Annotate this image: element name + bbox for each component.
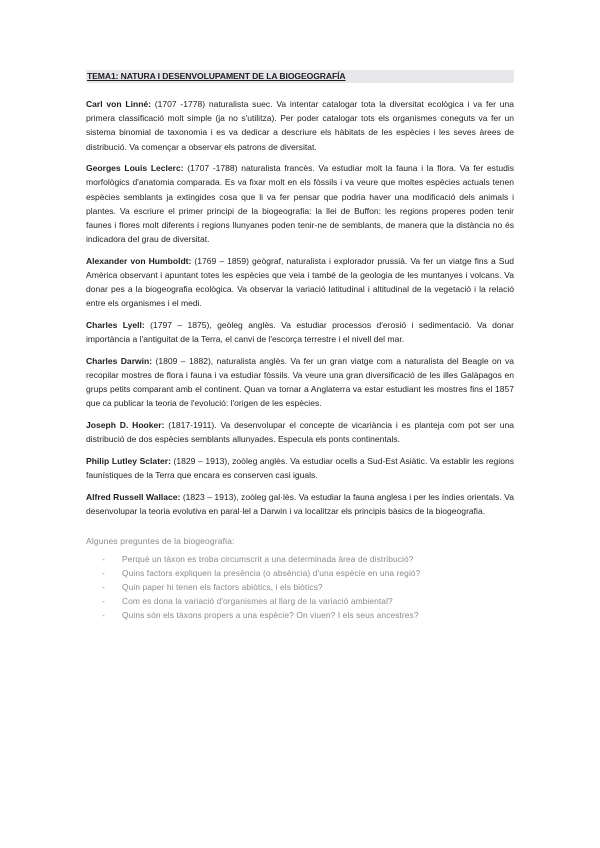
scientist-name: Alexander von Humboldt: [86, 255, 192, 266]
paragraph-hooker [86, 418, 514, 446]
question-text: Quins són els tàxons propers a una espècie? On viuen? I els seus ancestres? [122, 610, 419, 621]
document-title: TEMA1: NATURA I DESENVOLUPAMENT DE LA BIOGEOGRAFÍA [87, 71, 346, 81]
scientist-name: Philip Lutley Sclater: [86, 455, 171, 466]
title-highlight [86, 70, 514, 83]
list-item [86, 552, 514, 566]
dash-bullet: - [102, 568, 105, 579]
dash-bullet: - [102, 554, 105, 565]
paragraph-leclerc [86, 161, 514, 246]
paragraph-lyell [86, 318, 514, 346]
paragraph-humboldt [86, 254, 514, 311]
scientist-text: (1707 -1788) naturalista francès. Va estudiar molt la fauna i la flora. Va fer estudis morfològics d'anatomia comparada. Es va fixar molt en els fòssils i va veure que moltes espècies actuals tenen espècies semblants ja extingides cosa que li va fer pensar que podria haver una modificació dels animals i plantes. Va escriure el primer principi de la biogeografia: la llei de Buffon: les regions properes poden tenir faunes i flores molt diferents i regions llunyanes poden tenir-ne de semblants, de manera que la distància no és indicadora del grau de diversitat. [86, 163, 515, 245]
dash-bullet: - [102, 610, 105, 621]
list-item [86, 580, 514, 594]
question-text: Perquè un tàxon es troba circumscrit a una determinada àrea de distribució? [122, 554, 414, 565]
list-item [86, 566, 514, 580]
paragraph-wallace [86, 490, 514, 518]
dash-bullet: - [102, 582, 105, 593]
scientist-name: Georges Louis Leclerc: [86, 163, 184, 174]
scientist-name: Joseph D. Hooker: [86, 420, 165, 431]
scientist-text: (1817-1911). Va desenvolupar el concepte de vicariància i es planteja com pot ser una distribució de dos espècies semblants allunyades. Especula els ponts continentals. [86, 420, 514, 445]
question-text: Com es dona la variació d'organismes al llarg de la variació ambiental? [122, 596, 393, 607]
question-text: Quins factors expliquen la presència (o absència) d'una espècie en una regió? [122, 568, 421, 579]
scientist-text: (1707 -1778) naturalista suec. Va intentar catalogar tota la diversitat ecològica i va fer una primera classificació molt simple (ja no s'utilitza). Per poder catalogar tots els organismes coneguts va fer un sistema binomial de taxonomia i es va dedicar a descriure els hàbitats de les espècies i les seves àrees de distribució. Va començar a observar els patrons de diversitat. [86, 99, 514, 152]
scientist-name: Carl von Linné: [86, 99, 152, 109]
paragraph-darwin [86, 354, 514, 411]
scientist-name: Alfred Russell Wallace: [86, 491, 181, 502]
question-text: Quin paper hi tenen els factors abiòtics, i els biòtics? [122, 582, 323, 593]
scientist-text: (1769 – 1859) geògraf, naturalista i explorador prussià. Va fer un viatge fins a Sud Amèrica observant i apuntant totes les espècies que veia i també de la geologia de les muntanyes i volcans. Va donar pes a la biogeografia ecològica. Va observar la variació latitudinal i altitudinal de la vegetació i la relació entre els organismes i el medi. [86, 255, 515, 309]
list-item [86, 608, 514, 622]
list-item [86, 594, 514, 608]
scientist-text: (1829 – 1913), zoòleg anglès. Va estudiar ocells a Sud-Est Asiàtic. Va establir les regions faunístiques de la Terra que encara es conserven casi iguals. [86, 455, 514, 481]
scientist-name: Charles Darwin: [86, 355, 153, 366]
scientist-text: (1823 – 1913), zoòleg gal·lès. Va estudiar la fauna anglesa i per les índies orientals. Va desenvolupar la teoria evolutiva en paral·lel a Darwin i va localitzar els principis bàsics de la biogeografia. [86, 491, 514, 516]
paragraph-linne [86, 97, 514, 154]
document-page [86, 70, 514, 622]
scientist-text: (1809 – 1882), naturalista anglès. Va fer un gran viatge com a naturalista del Beagle on va recopilar mostres de flora i fauna i va estudiar fòssils. Va veure una gran diversificació de les illes Galàpagos en grups petits comparant amb el continent. Quan va tornar a Anglaterra va estar estudiant les mostres fins el 1857 que ca publicar la teoria de l'evolució: l'origen de les espècies. [86, 355, 514, 409]
scientist-text: (1797 – 1875), geòleg anglès. Va estudiar processos d'erosió i sedimentació. Va donar importància a l'antiguitat de la Terra, el canvi de l'escorça terrestre i el nivell del mar. [86, 320, 514, 345]
scientist-name: Charles Lyell: [86, 320, 145, 331]
paragraph-sclater [86, 454, 514, 482]
questions-heading: Algunes preguntes de la biogeografia: [86, 536, 235, 547]
questions-list [86, 552, 514, 622]
dash-bullet: - [102, 596, 105, 607]
